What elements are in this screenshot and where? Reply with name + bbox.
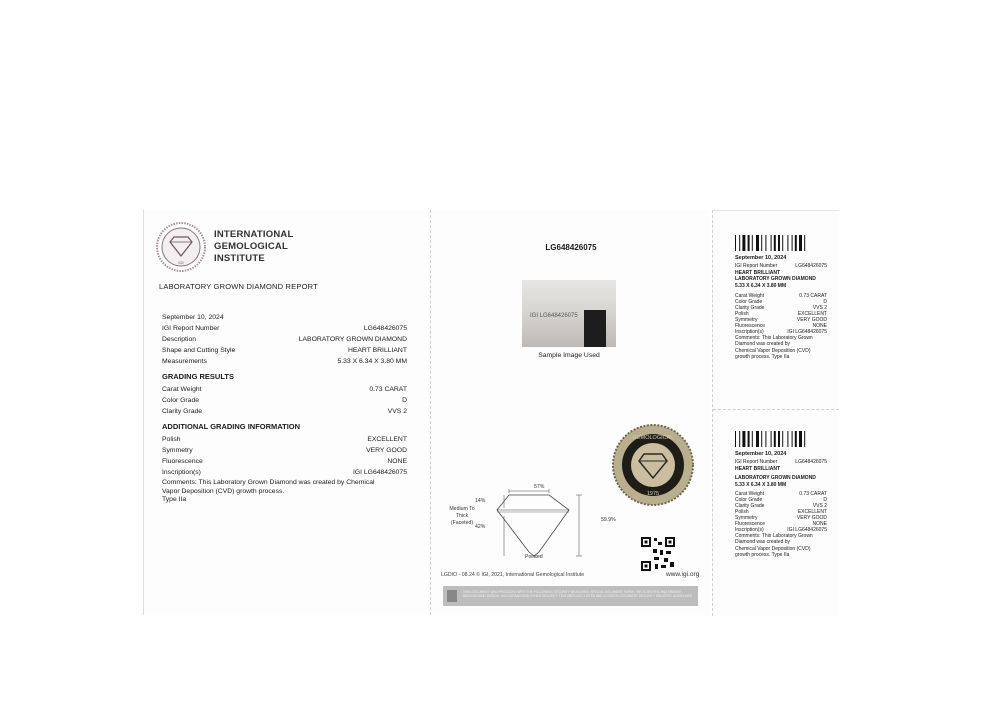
row-clarity: Clarity Grade VVS 2 <box>162 408 407 415</box>
row-shape: Shape and Cutting Style HEART BRILLIANT <box>162 347 407 354</box>
igi-seal-icon <box>156 222 206 272</box>
girdle-label: Medium To Thick (Faceted) <box>449 506 475 526</box>
row-report-number: IGI Report Number LG648426075 <box>162 325 407 332</box>
additional-grading-heading: ADDITIONAL GRADING INFORMATION <box>162 422 301 431</box>
culet-label: Pointed <box>525 554 543 560</box>
qr-code-icon <box>640 536 676 572</box>
svg-text:GEMOLOGICAL: GEMOLOGICAL <box>632 435 674 441</box>
report-main-panel <box>143 210 431 615</box>
row-inscription: Inscription(s) IGI LG648426075 <box>162 469 407 476</box>
website-link[interactable]: www.igi.org <box>666 571 700 578</box>
row-fluorescence: Fluorescence NONE <box>162 458 407 465</box>
row-description: Description LABORATORY GROWN DIAMOND <box>162 336 407 343</box>
lock-icon <box>447 590 457 602</box>
pavilion-percent: 42% <box>475 524 486 530</box>
stub-divider <box>713 409 839 410</box>
institute-name: INTERNATIONAL GEMOLOGICAL INSTITUTE <box>214 229 294 264</box>
report-stubs: September 10, 2024 IGI Report Number LG648426075 HEART BRILLIANT LABORATORY GROWN DIAMOND 5.33 X 6.34 X 3.80 MM Carat Weight 0.73 CARAT Color Grade D Clarity Grade VVS 2 Polish EXCELLENT Symmetry VERY GOOD Fluorescence NONE Inscription(s) IGI LG648426075 Comments: This Laboratory Grown Diamond was created by Chemical Vapor Deposition (CVD) growth process. Type IIa September 10, 2024 IGI Report Number LG648426075 HEART BRILLIANT LABORATORY GROWN DIAMOND 5.33 X 6.34 X 3.80 MM Carat Weight 0.73 CARAT Color Grade D Clarity Grade VVS 2 Polish EXCELLENT Symmetry VERY GOOD Fluorescence NONE Inscription(s) IGI LG648426075 Comments: This Laboratory Grown Diamond was created by Chemical Vapor Deposition (CVD) growth process. Type IIa <box>712 210 839 616</box>
sample-photo: IGI LG648426075 <box>522 280 616 347</box>
crown-percent: 14% <box>475 498 486 504</box>
comments: Comments: This Laboratory Grown Diamond was created by Chemical Vapor Deposition (CVD) growth process. Type IIa <box>162 479 375 503</box>
row-polish: Polish EXCELLENT <box>162 436 407 443</box>
sample-caption: Sample Image Used <box>538 352 600 359</box>
grading-results-heading: GRADING RESULTS <box>162 372 234 381</box>
table-percent: 57% <box>534 484 545 490</box>
row-measurements: Measurements 5.33 X 6.34 X 3.80 MM <box>162 358 407 365</box>
row-color: Color Grade D <box>162 397 407 404</box>
report-title: LABORATORY GROWN DIAMOND REPORT <box>159 282 318 291</box>
svg-text:IGI: IGI <box>178 260 184 265</box>
barcode-icon <box>735 431 821 447</box>
security-band: THIS DOCUMENT WAS PRODUCED WITH THE FOLLOWING SECURITY MEASURES: SPECIAL DOCUMENT PAPER, INK SCIENTIFIC WATERMARK BACKGROUND DESIGN, HOLOGRAMS AND OTHER SECURITY FEATURES NOT LISTED AND EXCEEDS DOCUMENT SECURITY INDUSTRY GUIDELINES <box>443 586 698 606</box>
row-carat: Carat Weight 0.73 CARAT <box>162 386 407 393</box>
row-symmetry: Symmetry VERY GOOD <box>162 447 407 454</box>
footer-copyright: LGDIO - 08.24 © IGI, 2021, International Gemological Institute <box>441 572 585 578</box>
seal-year: 1975 <box>646 491 660 497</box>
report-diagram-panel <box>430 210 711 615</box>
report-number-heading: LG648426075 <box>545 243 597 252</box>
depth-percent: 59.9% <box>601 517 616 523</box>
barcode-icon <box>735 235 821 251</box>
report-date: September 10, 2024 <box>162 314 224 321</box>
